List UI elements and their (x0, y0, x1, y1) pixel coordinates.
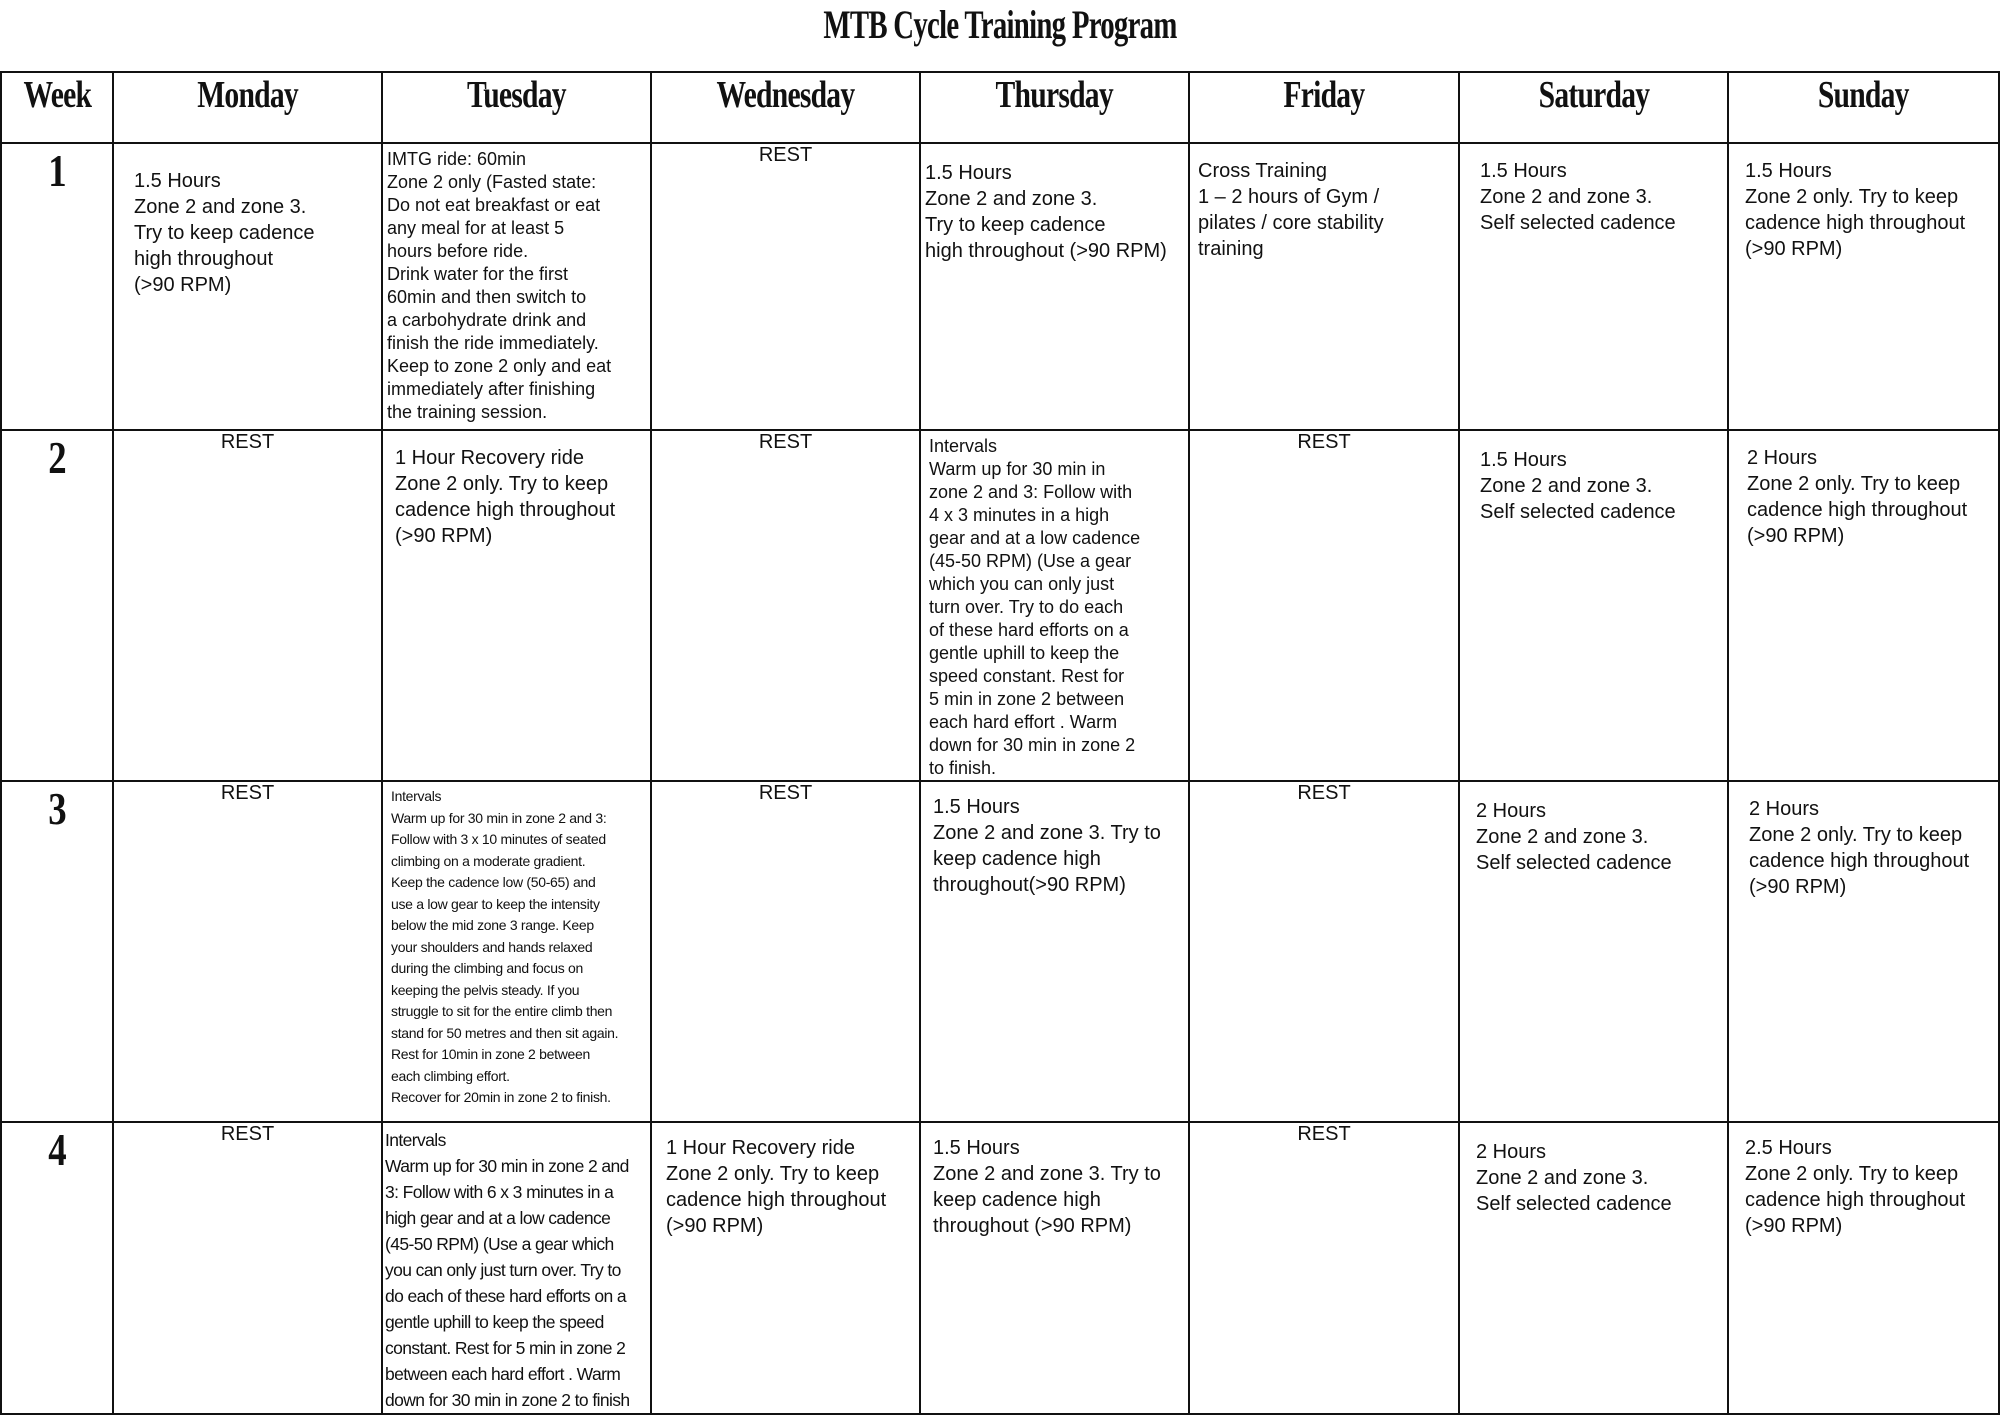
rest-label: REST (758, 144, 813, 166)
session-text: 2 Hours Zone 2 and zone 3. Self selected cadence (1476, 800, 1672, 874)
session-text: Intervals Warm up for 30 min in zone 2 and 3: Follow with 4 x 3 minutes in a high gear and at a low cadence (45-50 RPM) (Use a gear which you can only just turn over. Try to do each of these hard efforts on a gentle uphill to keep the speed constant. Rest for 5 min in zone 2 between each hard effort . Warm down for 30 min in zone 2 to finish. (929, 436, 1141, 778)
thursday-cell (920, 143, 1189, 430)
saturday-cell (1459, 143, 1728, 430)
sunday-cell (1728, 430, 1999, 781)
session-text: 1.5 Hours Zone 2 only. Try to keep cadence high throughout (>90 RPM) (1745, 160, 1966, 260)
friday-cell (1189, 781, 1459, 1122)
week-row (1, 143, 1999, 430)
thursday-cell (920, 1122, 1189, 1414)
week-row (1, 781, 1999, 1122)
wednesday-cell (651, 430, 920, 781)
session-text: Cross Training 1 – 2 hours of Gym / pilates / core stability training (1198, 160, 1384, 260)
session-text: 1.5 Hours Zone 2 and zone 3. Try to keep cadence high throughout (>90 RPM) (925, 162, 1167, 262)
rest-label: REST (220, 431, 275, 453)
week-number: 3 (1, 781, 113, 1122)
session-text: 1 Hour Recovery ride Zone 2 only. Try to keep cadence high throughout (>90 RPM) (666, 1137, 887, 1237)
tuesday-cell (382, 430, 651, 781)
monday-cell (113, 781, 382, 1122)
sunday-cell (1728, 143, 1999, 430)
session-text: 1 Hour Recovery ride Zone 2 only. Try to keep cadence high throughout (>90 RPM) (395, 447, 616, 547)
session-text: 2.5 Hours Zone 2 only. Try to keep cadence high throughout (>90 RPM) (1745, 1137, 1966, 1237)
header-wednesday: Wednesday (651, 72, 920, 143)
sunday-cell (1728, 781, 1999, 1122)
page-title: MTB Cycle Training Program (823, 2, 1177, 47)
thursday-cell (920, 430, 1189, 781)
rest-label: REST (1297, 431, 1351, 453)
monday-cell (113, 430, 382, 781)
session-text: 1.5 Hours Zone 2 and zone 3. Try to keep cadence high throughout (>90 RPM) (933, 1137, 1161, 1237)
week-row (1, 1122, 1999, 1414)
session-text: 1.5 Hours Zone 2 and zone 3. Try to keep cadence high throughout (>90 RPM) (134, 170, 315, 296)
header-tuesday: Tuesday (382, 72, 651, 143)
week-row (1, 430, 1999, 781)
week-number: 1 (1, 143, 113, 430)
session-text: IMTG ride: 60min Zone 2 only (Fasted state: Do not eat breakfast or eat any meal for at least 5 hours before ride. Drink water for the first 60min and then switch to a carbohydrate drink and finish the ride immediately. Keep to zone 2 only and eat immediately after finishing the training session. (387, 149, 612, 422)
header-thursday: Thursday (920, 72, 1189, 143)
rest-label: REST (220, 1123, 275, 1145)
header-row (1, 72, 1999, 143)
friday-cell (1189, 1122, 1459, 1414)
tuesday-cell (382, 781, 651, 1122)
session-text: 1.5 Hours Zone 2 and zone 3. Try to keep cadence high throughout(>90 RPM) (933, 796, 1161, 896)
monday-cell (113, 1122, 382, 1414)
wednesday-cell (651, 1122, 920, 1414)
rest-label: REST (1297, 1123, 1351, 1145)
header-monday: Monday (113, 72, 382, 143)
saturday-cell (1459, 781, 1728, 1122)
session-text: 1.5 Hours Zone 2 and zone 3. Self selected cadence (1480, 449, 1676, 523)
session-text: 2 Hours Zone 2 only. Try to keep cadence high throughout (>90 RPM) (1749, 798, 1970, 898)
sunday-cell (1728, 1122, 1999, 1414)
friday-cell (1189, 430, 1459, 781)
rest-label: REST (758, 782, 813, 804)
tuesday-cell (382, 143, 651, 430)
monday-cell (113, 143, 382, 430)
friday-cell (1189, 143, 1459, 430)
header-friday: Friday (1189, 72, 1459, 143)
thursday-cell (920, 781, 1189, 1122)
saturday-cell (1459, 1122, 1728, 1414)
training-program-table (0, 71, 2000, 1415)
rest-label: REST (220, 782, 275, 804)
week-number: 2 (1, 430, 113, 781)
tuesday-cell (382, 1122, 651, 1414)
header-week: Week (1, 72, 113, 143)
session-text: 2 Hours Zone 2 and zone 3. Self selected cadence (1476, 1141, 1672, 1215)
header-sunday: Sunday (1728, 72, 1999, 143)
week-number: 4 (1, 1122, 113, 1414)
session-text: Intervals Warm up for 30 min in zone 2 and 3: Follow with 3 x 10 minutes of seated climbing on a moderate gradient. Keep the cadence low (50-65) and use a low gear to keep the intensity below the mid zone 3 range. Keep your shoulders and hands relaxed during the climbing and focus on keeping the pelvis steady. If you struggle to sit for the entire climb then stand for 50 metres and then sit again. Rest for 10min in zone 2 between each climbing effort. Recover for 20min in zone 2 to finish. (391, 788, 619, 1105)
session-text: 1.5 Hours Zone 2 and zone 3. Self selected cadence (1480, 160, 1676, 234)
rest-label: REST (1297, 782, 1351, 804)
wednesday-cell (651, 143, 920, 430)
saturday-cell (1459, 430, 1728, 781)
session-text: Intervals Warm up for 30 min in zone 2 and 3: Follow with 6 x 3 minutes in a high gear and at a low cadence (45-50 RPM) (Use a gear which you can only just turn over. Try to do each of these hard efforts on a gentle uphill to keep the speed constant. Rest for 5 min in zone 2 between each hard effort . Warm down for 30 min in zone 2 to finish (385, 1130, 630, 1410)
header-saturday: Saturday (1459, 72, 1728, 143)
wednesday-cell (651, 781, 920, 1122)
rest-label: REST (758, 431, 813, 453)
session-text: 2 Hours Zone 2 only. Try to keep cadence high throughout (>90 RPM) (1747, 447, 1968, 547)
